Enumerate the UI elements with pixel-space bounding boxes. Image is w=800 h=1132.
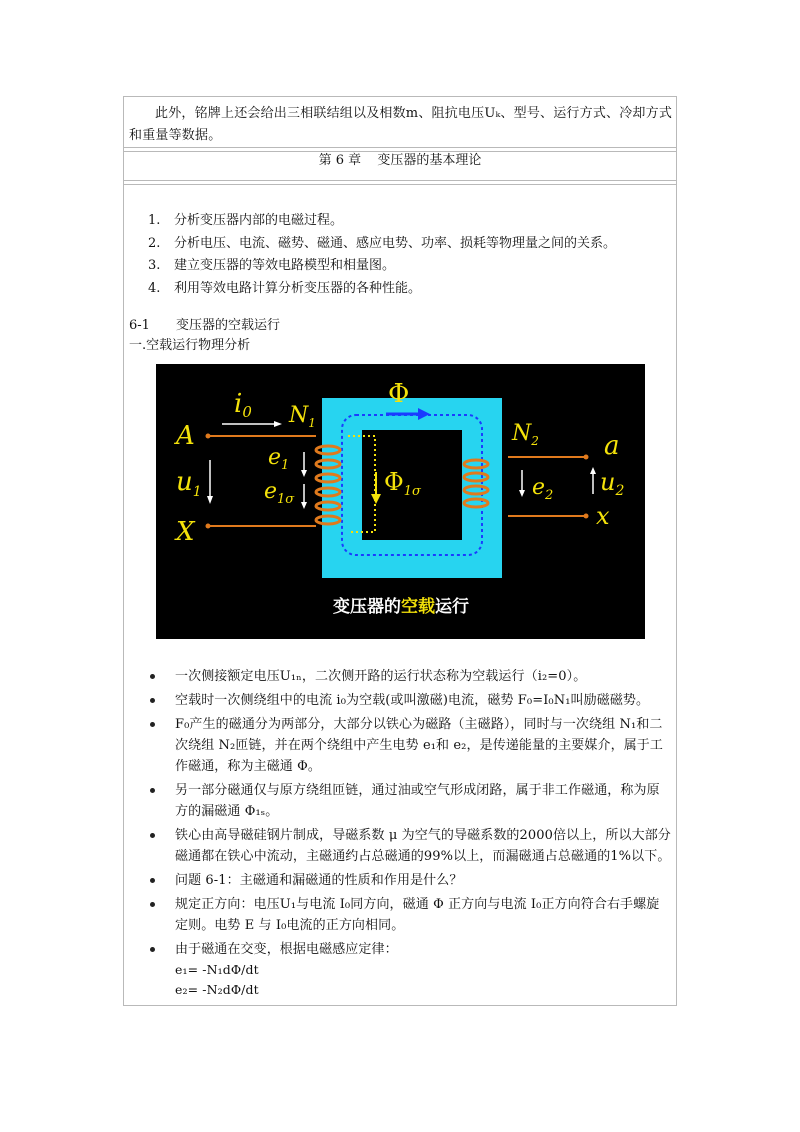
N1-label: $N_1$: [289, 403, 316, 430]
phi-label: Φ: [388, 379, 410, 409]
section-title: 变压器的空载运行: [175, 318, 280, 333]
intro-paragraph: 此外，铭牌上还会给出三相联结组以及相数m、阻抗电压Uₖ、型号、运行方式、冷却方式和重量等数据。: [129, 106, 673, 143]
list-item: 另一部分磁通仅与原方绕组匝链，通过油或空气形成闭路，属于非工作磁通，称为原方的漏磁通 Φ₁ₛ。: [150, 780, 672, 822]
bullet-icon: [150, 833, 155, 838]
u2-label: $u_2$: [600, 468, 625, 499]
list-item: 3. 建立变压器的等效电路模型和相量图。: [148, 258, 396, 273]
e2-label: $e_2$: [532, 475, 554, 503]
A-label: A: [176, 421, 195, 451]
X-label: X: [176, 517, 195, 547]
terminal-x: [584, 514, 589, 519]
equation-e1: e₁= -N₁dΦ/dt: [175, 962, 259, 977]
chapter-number: 第 6 章: [318, 153, 362, 168]
objectives-list: [148, 210, 616, 300]
bullet-icon: [150, 788, 155, 793]
bullet-icon: [150, 698, 155, 703]
i0-label: i0: [234, 389, 252, 421]
terminal-a: [584, 455, 589, 460]
x-label: x: [596, 502, 610, 530]
bullet-icon: [150, 947, 155, 952]
chapter-heading: [123, 150, 677, 172]
u1-label: $u_1$: [176, 467, 202, 500]
analysis-bullets: [150, 666, 672, 1003]
e1s-label: $e_{1\sigma}$: [264, 479, 295, 507]
row-divider: [123, 180, 677, 181]
terminal-A: [206, 434, 211, 439]
row-divider: [123, 147, 677, 148]
chapter-title: 变压器的基本理论: [377, 153, 482, 168]
diagram-caption: 变压器的空载运行: [333, 597, 469, 617]
list-item: 空载时一次侧绕组中的电流 i₀为空载(或叫激磁)电流，磁势 F₀=I₀N₁叫励磁磁势。: [150, 690, 672, 711]
section-number: 6-1: [129, 318, 150, 333]
list-item: 4. 利用等效电路计算分析变压器的各种性能。: [148, 280, 422, 296]
N2-label: $N_2$: [512, 421, 539, 448]
phi1s-label: $\Phi_{1\sigma}$: [384, 468, 421, 499]
list-item: F₀产生的磁通分为两部分，大部分以铁心为磁路（主磁路），同时与一次绕组 N₁和二次绕组 N₂匝链，并在两个绕组中产生电势 e₁和 e₂，是传递能量的主要媒介，属于工作磁通，称为主磁通 Φ。: [150, 714, 672, 777]
terminal-X: [206, 524, 211, 529]
subsection-heading: 一.空载运行物理分析: [129, 338, 251, 353]
list-item: 由于磁通在交变，根据电磁感应定律： e₁= -N₁dΦ/dt e₂= -N₂dΦ/dt: [150, 939, 672, 1000]
bullet-icon: [150, 722, 155, 727]
list-item: 1. 分析变压器内部的电磁过程。: [148, 213, 344, 228]
list-item: 问题 6-1：主磁通和漏磁通的性质和作用是什么？: [150, 870, 672, 891]
e1-label: $e_1$: [268, 445, 290, 473]
list-item: 一次侧接额定电压U₁ₙ，二次侧开路的运行状态称为空载运行（i₂=0）。: [150, 666, 672, 687]
list-item: 规定正方向：电压U₁与电流 I₀同方向，磁通 Φ 正方向与电流 I₀正方向符合右手螺旋定则。电势 E 与 I₀电流的正方向相同。: [150, 894, 672, 936]
a-label: a: [604, 431, 620, 461]
transformer-diagram: [156, 364, 645, 639]
list-item: 2. 分析电压、电流、磁势、磁通、感应电势、功率、损耗等物理量之间的关系。: [148, 235, 617, 251]
section-heading: [129, 316, 280, 336]
bullet-icon: [150, 902, 155, 907]
equation-e2: e₂= -N₂dΦ/dt: [175, 982, 259, 997]
row-divider: [123, 184, 677, 185]
bullet-icon: [150, 674, 155, 679]
list-item: 铁心由高导磁硅钢片制成，导磁系数 μ 为空气的导磁系数的2000倍以上，所以大部分磁通都在铁心中流动，主磁通约占总磁通的99%以上，而漏磁通占总磁通的1%以下。: [150, 825, 672, 867]
bullet-icon: [150, 878, 155, 883]
